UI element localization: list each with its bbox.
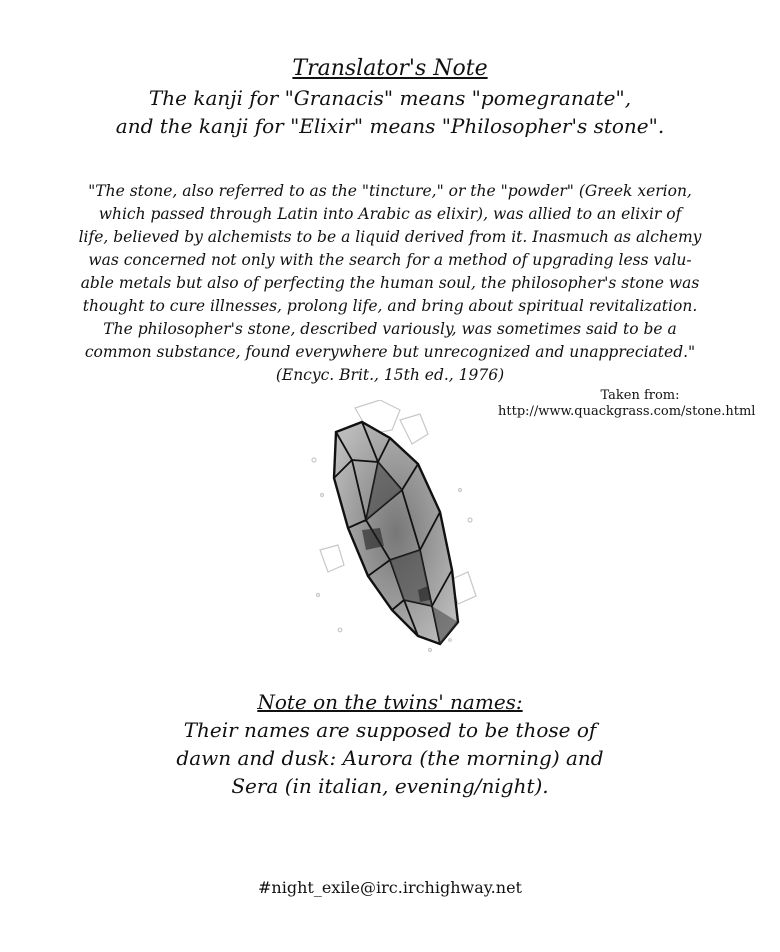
source-url: http://www.quackgrass.com/stone.html (498, 404, 756, 419)
irc-contact: #night_exile@irc.irchighway.net (258, 878, 522, 897)
quote-line: able metals but also of perfecting the human soul, the philosopher's stone was (80, 274, 700, 292)
quote-line: was concerned not only with the search for a method of upgrading less valu- (88, 251, 692, 269)
crystal-illustration (300, 400, 490, 670)
quote-line: which passed through Latin into Arabic as elixir), was allied to an elixir of (98, 205, 682, 223)
quote-line: thought to cure illnesses, prolong life, and bring about spiritual revitalization. (82, 297, 698, 315)
crystal-icon (334, 422, 458, 644)
twins-note-title: Note on the twins' names: (257, 690, 523, 714)
translator-note-line: and the kanji for "Elixir" means "Philosopher's stone". (115, 114, 665, 138)
quote-line: life, believed by alchemists to be a liquid derived from it. Inasmuch as alchemy (78, 228, 702, 246)
quote-line: "The stone, also referred to as the "tincture," or the "powder" (Greek xerion, (88, 182, 692, 200)
translator-note-title: Translator's Note (292, 56, 488, 81)
twins-note-line: Sera (in italian, evening/night). (231, 774, 549, 798)
quote-citation: (Encyc. Brit., 15th ed., 1976) (275, 366, 505, 384)
twins-note-line: Their names are supposed to be those of (183, 718, 597, 742)
twins-note-line: dawn and dusk: Aurora (the morning) and (176, 746, 604, 770)
quote-line: The philosopher's stone, described variously, was sometimes said to be a (103, 320, 677, 338)
translator-note-line: The kanji for "Granacis" means "pomegranate", (148, 86, 632, 110)
quote-line: common substance, found everywhere but unrecognized and unappreciated." (84, 343, 696, 361)
source-label: Taken from: (600, 388, 680, 403)
